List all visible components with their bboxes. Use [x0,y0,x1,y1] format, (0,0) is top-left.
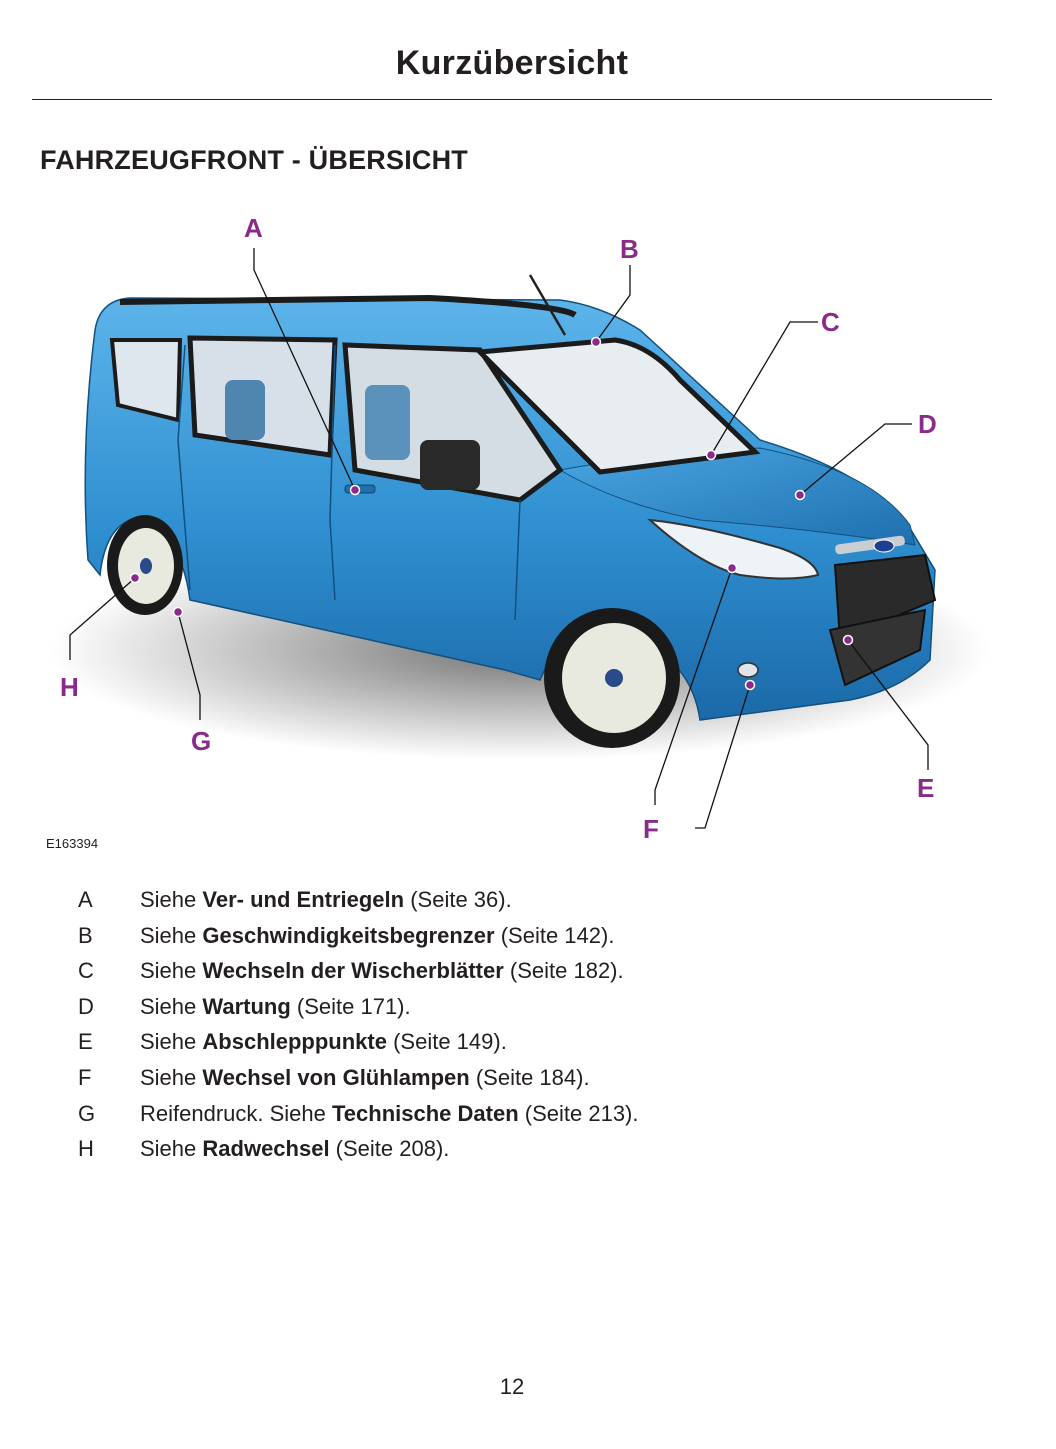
legend-link[interactable]: Wechsel von Glühlampen [202,1064,470,1090]
legend-item [0,1024,1056,1060]
legend-text: Siehe Wartung (Seite 171). [140,993,411,1019]
legend-item [0,1096,1056,1132]
legend-key: D [78,993,94,1019]
section-title: FAHRZEUGFRONT - ÜBERSICHT [40,145,468,175]
legend-link[interactable]: Ver- und Entriegeln [202,887,405,912]
figure-id: E163394 [46,836,99,851]
legend-key: F [78,1064,92,1090]
legend-text: Siehe Wechsel von Glühlampen (Seite 184). [140,1064,590,1090]
legend-text: Siehe Radwechsel (Seite 208). [140,1136,450,1162]
callout-label-h: H [60,672,79,702]
legend-text: Siehe Wechseln der Wischerblätter (Seite 182). [140,958,624,984]
callout-label-b: B [620,234,639,264]
legend-item [0,882,1056,918]
callout-label-c: C [821,307,840,337]
callout-label-a: A [244,213,263,243]
fog-lamp [738,663,758,677]
legend-item [0,953,1056,989]
legend-key: G [78,1100,96,1126]
legend-key: B [78,922,93,948]
legend-item [0,989,1056,1025]
page-number: 12 [499,1374,525,1399]
seat [420,440,480,490]
callout-label-d: D [918,409,937,439]
callout-label-e: E [917,773,935,803]
legend-item [0,918,1056,954]
callout-legend [0,882,1056,1167]
ford-badge [874,540,894,552]
legend-key: C [78,958,94,984]
vehicle-overview-illustration [0,200,1056,860]
header-divider [32,99,992,100]
seat [225,380,265,440]
legend-link[interactable]: Wartung [202,993,291,1019]
legend-text: Reifendruck. Siehe Technische Daten (Seite 213). [140,1100,639,1126]
legend-link[interactable]: Geschwindigkeitsbegrenzer [202,922,495,948]
legend-item [0,1131,1056,1167]
legend-link[interactable]: Abschlepppunkte [202,1029,387,1055]
callout-label-g: G [191,726,212,756]
legend-item [0,1060,1056,1096]
front-wheel [544,608,680,748]
rear-window [112,340,180,420]
legend-key: E [78,1029,93,1055]
page-header-title: Kurzübersicht [395,44,629,82]
callout-label-f: F [643,814,659,844]
legend-key: A [78,887,93,912]
legend-key: H [78,1136,94,1162]
legend-link[interactable]: Radwechsel [202,1136,330,1162]
legend-link[interactable]: Technische Daten [332,1100,519,1126]
rear-wheel [107,515,183,615]
legend-link[interactable]: Wechseln der Wischerblätter [202,958,504,984]
seat [365,385,410,460]
legend-text: Siehe Geschwindigkeitsbegrenzer (Seite 142). [140,922,615,948]
legend-text: Siehe Ver- und Entriegeln (Seite 36). [140,887,512,912]
legend-text: Siehe Abschlepppunkte (Seite 149). [140,1029,507,1055]
